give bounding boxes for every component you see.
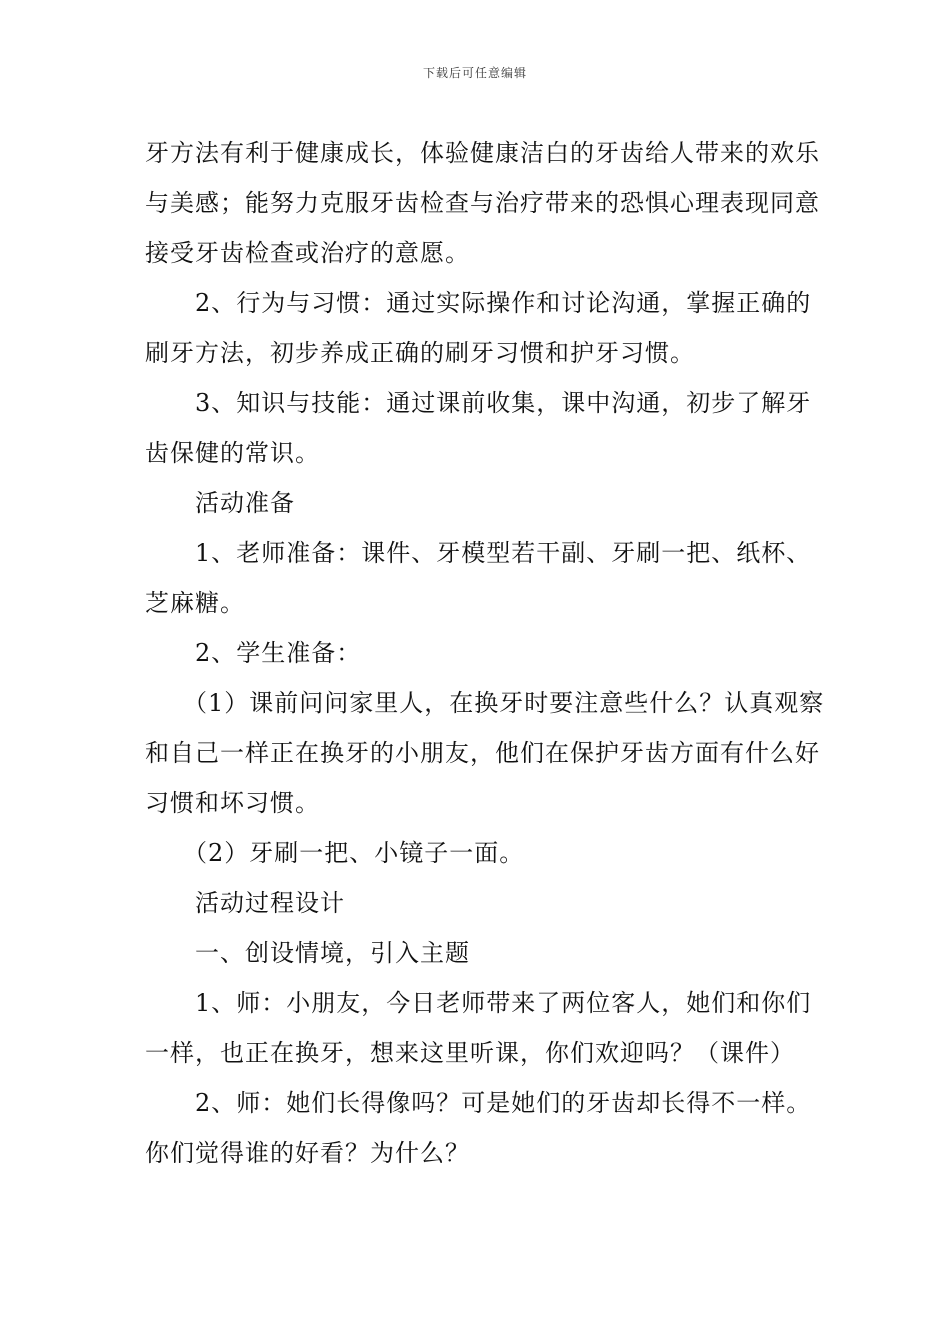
paragraph-teacher-line-1: 1、师：小朋友，今日老师带来了两位客人，她们和你们一样，也正在换牙，想来这里听课，你们欢迎吗？（课件） <box>145 989 812 1067</box>
paragraph-behavior-habit: 2、行为与习惯：通过实际操作和讨论沟通，掌握正确的刷牙方法，初步养成正确的刷牙习惯和护牙习惯。 <box>145 289 812 367</box>
paragraph-teacher-line-2: 2、师：她们长得像吗？可是她们的牙齿却长得不一样。你们觉得谁的好看？为什么？ <box>145 1089 812 1167</box>
paragraph-knowledge-skill: 3、知识与技能：通过课前收集，课中沟通，初步了解牙齿保健的常识。 <box>145 389 812 467</box>
page-header: 下载后可任意编辑 <box>422 66 527 80</box>
document-body <box>145 128 825 1178</box>
heading-activity-preparation: 活动准备 <box>195 489 295 517</box>
paragraph-student-item-1: （1）课前问问家里人，在换牙时要注意些什么？认真观察和自己一样正在换牙的小朋友，他们在保护牙齿方面有什么好习惯和坏习惯。 <box>145 689 825 817</box>
heading-activity-process: 活动过程设计 <box>195 889 345 917</box>
paragraph-student-preparation: 2、学生准备： <box>195 639 362 667</box>
paragraph-teacher-preparation: 1、老师准备：课件、牙模型若干副、牙刷一把、纸杯、芝麻糖。 <box>145 539 812 617</box>
heading-section-one: 一、创设情境，引入主题 <box>195 939 470 967</box>
paragraph-goal-continued: 牙方法有利于健康成长，体验健康洁白的牙齿给人带来的欢乐与美感；能努力克服牙齿检查与治疗带来的恐惧心理表现同意接受牙齿检查或治疗的意愿。 <box>145 139 820 267</box>
paragraph-student-item-2: （2）牙刷一把、小镜子一面。 <box>183 839 525 867</box>
